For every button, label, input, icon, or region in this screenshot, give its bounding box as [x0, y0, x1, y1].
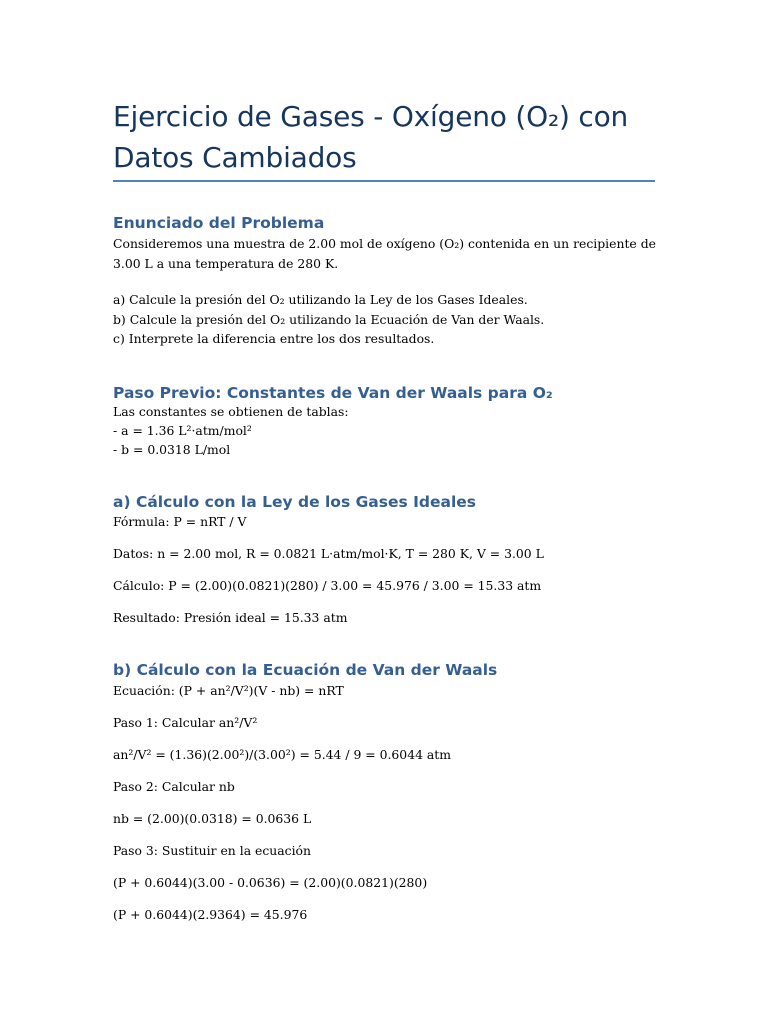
vdw-paso-2-calculo: nb = (2.00)(0.0318) = 0.0636 L: [113, 811, 312, 826]
ideal-calculo: Cálculo: P = (2.00)(0.0821)(280) / 3.00 = 45.976 / 3.00 = 15.33 atm: [113, 578, 542, 593]
enunciado-intro: Consideremos una muestra de 2.00 mol de oxígeno (O₂) contenida en un recipiente de 3.00 L a una temperatura de 280 K.: [113, 236, 656, 271]
title-underline: [113, 180, 655, 182]
paso-previo-constant-b: - b = 0.0318 L/mol: [113, 442, 231, 457]
paso-previo-line-1: Las constantes se obtienen de tablas:: [113, 404, 349, 419]
vdw-paso-1-calculo: an²/V² = (1.36)(2.00²)/(3.00²) = 5.44 / 9 = 0.6044 atm: [113, 747, 452, 762]
ideal-formula: Fórmula: P = nRT / V: [113, 514, 247, 529]
ideal-resultado: Resultado: Presión ideal = 15.33 atm: [113, 610, 348, 625]
paso-previo-constant-a: - a = 1.36 L²·atm/mol²: [113, 423, 252, 438]
vdw-paso-1: Paso 1: Calcular an²/V²: [113, 715, 258, 730]
enunciado-item-b: b) Calcule la presión del O₂ utilizando la Ecuación de Van der Waals.: [113, 312, 545, 327]
vdw-ecuacion: Ecuación: (P + an²/V²)(V - nb) = nRT: [113, 683, 344, 698]
heading-enunciado: Enunciado del Problema: [113, 214, 325, 232]
vdw-paso-2: Paso 2: Calcular nb: [113, 779, 235, 794]
vdw-paso-3: Paso 3: Sustituir en la ecuación: [113, 843, 311, 858]
vdw-paso-3-calculo-2: (P + 0.6044)(2.9364) = 45.976: [113, 907, 308, 922]
heading-vdw: b) Cálculo con la Ecuación de Van der Waals: [113, 661, 498, 679]
enunciado-item-a: a) Calcule la presión del O₂ utilizando la Ley de los Gases Ideales.: [113, 292, 528, 307]
heading-ideal: a) Cálculo con la Ley de los Gases Ideales: [113, 493, 477, 511]
heading-paso-previo: Paso Previo: Constantes de Van der Waals para O₂: [113, 384, 553, 402]
vdw-paso-3-calculo-1: (P + 0.6044)(3.00 - 0.0636) = (2.00)(0.0821)(280): [113, 875, 428, 890]
enunciado-item-c: c) Interprete la diferencia entre los dos resultados.: [113, 331, 435, 346]
document-title: Ejercicio de Gases - Oxígeno (O₂) con Datos Cambiados: [113, 100, 629, 174]
ideal-datos: Datos: n = 2.00 mol, R = 0.0821 L·atm/mol·K, T = 280 K, V = 3.00 L: [113, 546, 544, 561]
